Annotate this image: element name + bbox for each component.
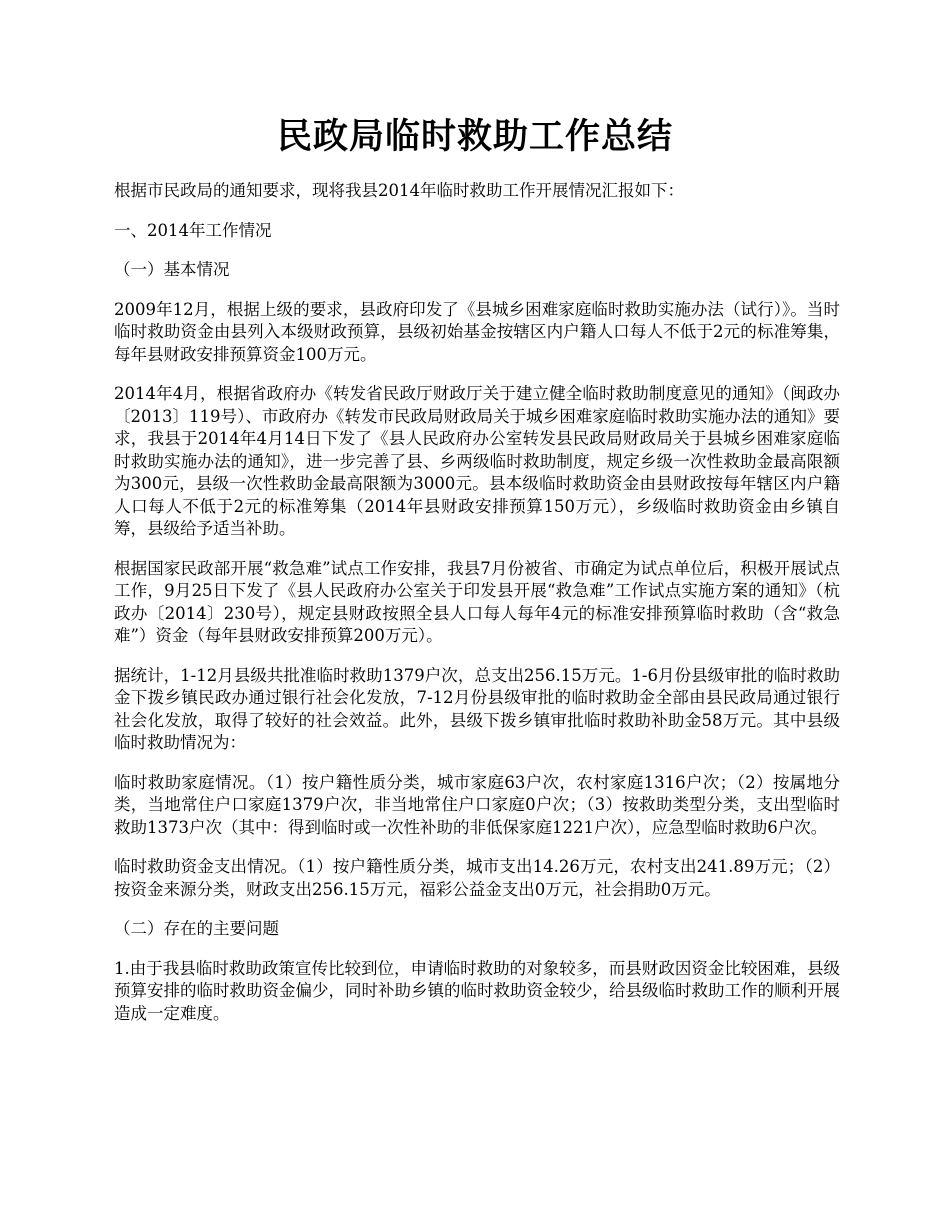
intro-paragraph: 根据市民政局的通知要求，现将我县2014年临时救助工作开展情况汇报如下： xyxy=(114,181,684,200)
paragraph-fund-expenditure: 临时救助资金支出情况。（1）按户籍性质分类，城市支出14.26万元，农村支出241.89万元；（2）按资金来源分类，财政支出256.15万元，福彩公益金支出0万元，社会捐助0万元。 xyxy=(114,857,840,899)
paragraph-problem-1: 1.由于我县临时救助政策宣传比较到位，申请临时救助的对象较多，而县财政因资金比较困难，县级预算安排的临时救助资金偏少，同时补助乡镇的临时救助资金较少，给县级临时救助工作的顺利开展造成一定难度。 xyxy=(114,958,840,1023)
section-heading-1: 一、2014年工作情况 xyxy=(114,220,272,240)
subsection-heading-basic: （一）基本情况 xyxy=(114,260,230,279)
paragraph-statistics: 据统计，1-12月县级共批准临时救助1379户次，总支出256.15万元。1-6月份县级审批的临时救助金下拨乡镇民政办通过银行社会化发放，7-12月份县级审批的临时救助金全部由县民政局通过银行社会化发放，取得了较好的社会效益。此外，县级下拨乡镇审批临时救助补助金58万元。其中县级临时救助情况为： xyxy=(114,665,840,752)
paragraph-2009: 2009年12月，根据上级的要求，县政府印发了《县城乡困难家庭临时救助实施办法（试行）》。当时临时救助资金由县列入本级财政预算，县级初始基金按辖区内户籍人口每人不低于2元的标准筹集，每年县财政安排预算资金100万元。 xyxy=(114,299,840,364)
paragraph-family-situation: 临时救助家庭情况。（1）按户籍性质分类，城市家庭63户次，农村家庭1316户次；（2）按属地分类，当地常住户口家庭1379户次，非当地常住户口家庭0户次；（3）按救助类型分类，支出型临时救助1373户次（其中：得到临时或一次性补助的非低保家庭1221户次），应急型临时救助6户次。 xyxy=(114,772,840,837)
paragraph-2014-april: 2014年4月，根据省政府办《转发省民政厅财政厅关于建立健全临时救助制度意见的通知》（闽政办〔2013〕119号）、市政府办《转发市民政局财政局关于城乡困难家庭临时救助实施办法的通知》要求，我县于2014年4月14日下发了《县人民政府办公室转发县民政局财政局关于县城乡困难家庭临时救助实施办法的通知》，进一步完善了县、乡两级临时救助制度，规定乡级一次性救助金最高限额为300元，县级一次性救助金最高限额为3000元。县本级临时救助资金由县财政按每年辖区内户籍人口每人不低于2元的标准筹集（2014年县财政安排预算150万元），乡级临时救助资金由乡镇自筹，县级给予适当补助。 xyxy=(114,384,840,538)
document-body xyxy=(114,180,840,1042)
document-title: 民政局临时救助工作总结 xyxy=(276,116,673,157)
subsection-heading-problems: （二）存在的主要问题 xyxy=(114,919,279,938)
paragraph-pilot: 根据国家民政部开展“救急难”试点工作安排，我县7月份被省、市确定为试点单位后，积极开展试点工作，9月25日下发了《县人民政府办公室关于印发县开展“救急难”工作试点实施方案的通知》（杭政办〔2014〕230号），规定县财政按照全县人口每人每年4元的标准安排预算临时救助（含“救急难”）资金（每年县财政安排预算200万元）。 xyxy=(114,558,840,645)
